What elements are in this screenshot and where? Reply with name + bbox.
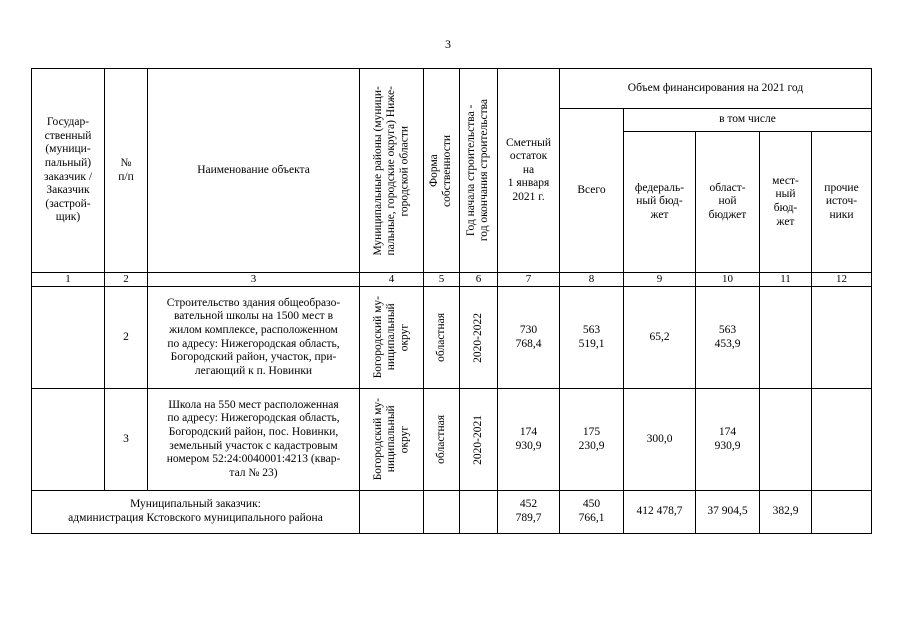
header-including: в том числе <box>624 109 872 132</box>
header-estimate: Сметный остаток на 1 января 2021 г. <box>498 69 560 273</box>
summary-estimate: 452 789,7 <box>498 491 560 534</box>
summary-ownership <box>424 491 460 534</box>
column-number: 8 <box>560 273 624 287</box>
cell-other <box>812 389 872 491</box>
cell-federal: 300,0 <box>624 389 696 491</box>
cell-federal: 65,2 <box>624 287 696 389</box>
header-years: Год начала строительства - год окончания строительства <box>460 69 498 273</box>
cell-object-name: Школа на 550 мест расположенная по адресу: Нижегородская область, Богородский район, пос. Новинки, земельный участок с кадастровым номером 52:24:0040001:4213 (квар- тал № 23) <box>148 389 360 491</box>
cell-local <box>760 287 812 389</box>
cell-total: 175 230,9 <box>560 389 624 491</box>
cell-ownership: областная <box>424 389 460 491</box>
cell-regional: 174 930,9 <box>696 389 760 491</box>
cell-years: 2020-2021 <box>460 389 498 491</box>
header-districts: Муниципальные районы (муници- пальные, городские округа) Ниже- городской области <box>360 69 424 273</box>
page-number: 3 <box>445 37 451 51</box>
summary-row <box>32 491 872 534</box>
cell-total: 563 519,1 <box>560 287 624 389</box>
summary-regional: 37 904,5 <box>696 491 760 534</box>
header-local: мест- ный бюд- жет <box>760 132 812 273</box>
summary-total: 450 766,1 <box>560 491 624 534</box>
cell-estimate: 730 768,4 <box>498 287 560 389</box>
table-row <box>32 389 872 491</box>
cell-other <box>812 287 872 389</box>
column-number: 3 <box>148 273 360 287</box>
summary-federal: 412 478,7 <box>624 491 696 534</box>
cell-years: 2020-2022 <box>460 287 498 389</box>
cell-object-name: Строительство здания общеобразо- вательной школы на 1500 мест в жилом комплексе, расположенном по адресу: Нижегородская область, Богородский район, участок, при- легающий к п. Новинки <box>148 287 360 389</box>
column-number: 2 <box>105 273 148 287</box>
summary-local: 382,9 <box>760 491 812 534</box>
cell-district: Богородский му- ниципальный округ <box>360 287 424 389</box>
cell-district: Богородский му- ниципальный округ <box>360 389 424 491</box>
header-federal: федераль- ный бюд- жет <box>624 132 696 273</box>
header-financing: Объем финансирования на 2021 год <box>560 69 872 109</box>
cell-customer <box>32 389 105 491</box>
column-number: 7 <box>498 273 560 287</box>
column-number: 5 <box>424 273 460 287</box>
summary-label: Муниципальный заказчик: администрация Кстовского муниципального района <box>32 491 360 534</box>
cell-number: 3 <box>105 389 148 491</box>
cell-regional: 563 453,9 <box>696 287 760 389</box>
header-total: Всего <box>560 109 624 273</box>
header-object-name: Наименование объекта <box>148 69 360 273</box>
cell-number: 2 <box>105 287 148 389</box>
column-number: 9 <box>624 273 696 287</box>
cell-ownership: областная <box>424 287 460 389</box>
cell-local <box>760 389 812 491</box>
cell-customer <box>32 287 105 389</box>
header-other: прочие источ- ники <box>812 132 872 273</box>
table-row <box>32 287 872 389</box>
summary-district <box>360 491 424 534</box>
financing-table <box>31 68 872 534</box>
header-number: № п/п <box>105 69 148 273</box>
column-number: 4 <box>360 273 424 287</box>
column-number: 10 <box>696 273 760 287</box>
cell-estimate: 174 930,9 <box>498 389 560 491</box>
column-number: 11 <box>760 273 812 287</box>
column-number: 1 <box>32 273 105 287</box>
header-regional: област- ной бюджет <box>696 132 760 273</box>
summary-years <box>460 491 498 534</box>
header-customer: Государ- ственный (муници- пальный) заказчик / Заказчик (застрой- щик) <box>32 69 105 273</box>
header-ownership: Форма собственности <box>424 69 460 273</box>
column-number: 6 <box>460 273 498 287</box>
column-number: 12 <box>812 273 872 287</box>
summary-other <box>812 491 872 534</box>
